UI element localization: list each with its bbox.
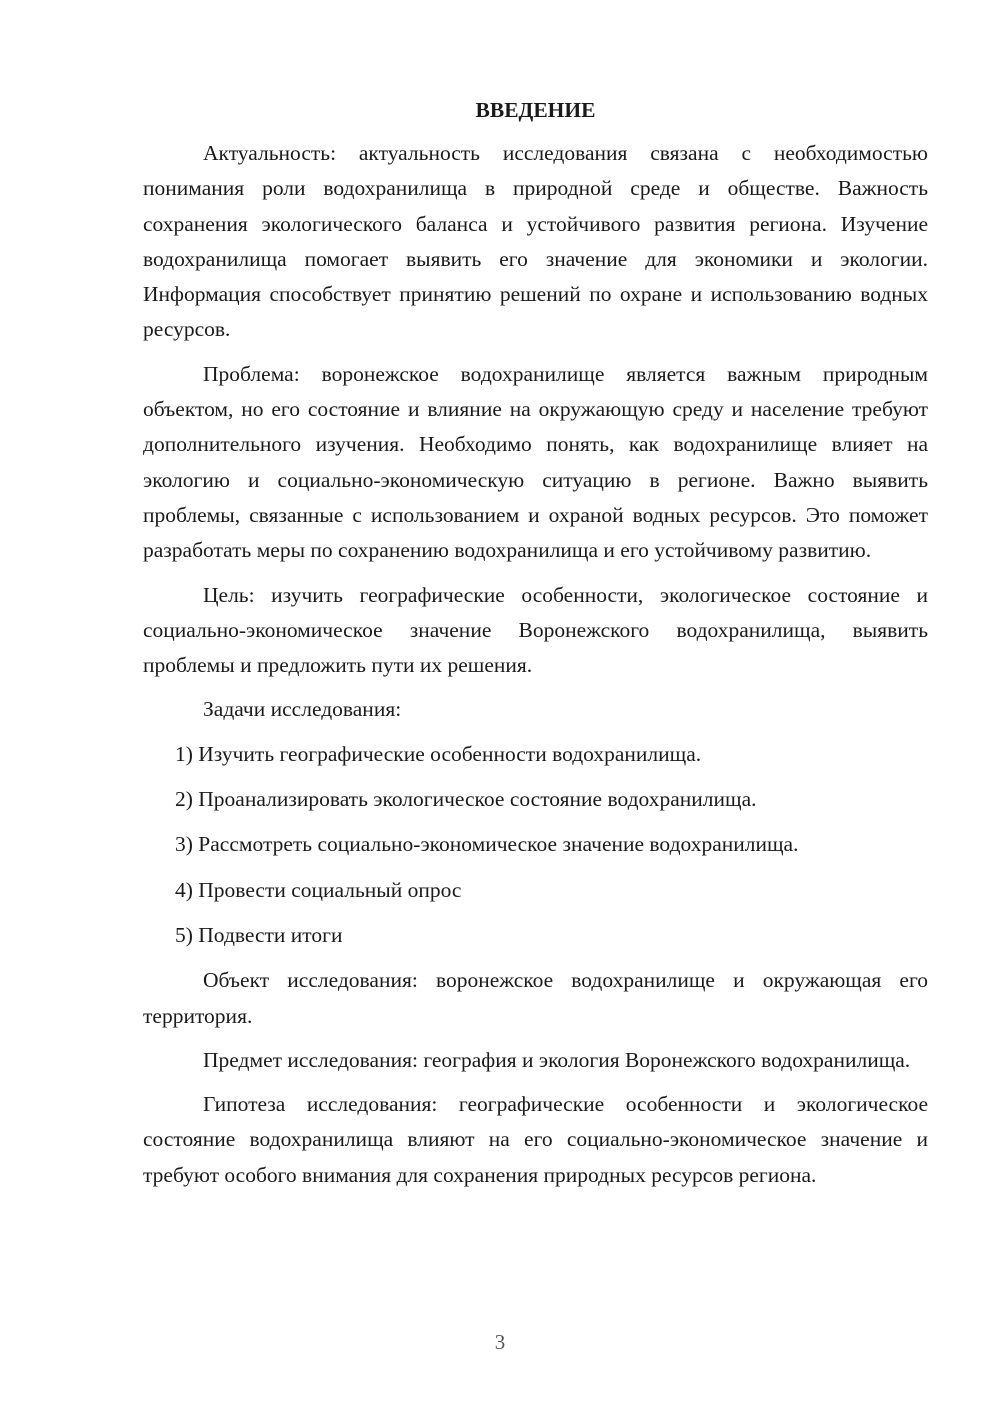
paragraph-goal: Цель: изучить географические особенности, экологическое состояние и социально-экономическое значение Воронежского водохранилища, выявить проблемы и предложить пути их решения.	[143, 582, 928, 678]
paragraph-problem: Проблема: воронежское водохранилище является важным природным объектом, но его состояние и влияние на окружающую среду и население требуют дополнительного изучения. Необходимо понять, как водохранилище влияет на экологию и социально-экономическую ситуацию в регионе. Важно выявить проблемы, связанные с использованием и охраной водных ресурсов. Это поможет разработать меры по сохранению водохранилища и его устойчивому развитию.	[143, 361, 928, 563]
page-number: 3	[494, 1330, 506, 1354]
paragraph-object: Объект исследования: воронежское водохранилище и окружающая его территория.	[143, 968, 928, 1028]
tasks-heading: Задачи исследования:	[203, 697, 402, 722]
list-item: 2) Проанализировать экологическое состояние водохранилища.	[175, 787, 757, 812]
list-item: 5) Подвести итоги	[175, 922, 343, 947]
paragraph-subject: Предмет исследования: география и экология Воронежского водохранилища.	[203, 1047, 911, 1072]
tasks-list	[143, 737, 928, 953]
document-page	[143, 92, 928, 1202]
document-title: ВВЕДЕНИЕ	[475, 98, 596, 122]
list-item: 1) Изучить географические особенности водохранилища.	[175, 741, 702, 766]
paragraph-relevance: Актуальность: актуальность исследования связана с необходимостью понимания роли водохранилища в природной среде и обществе. Важность сохранения экологического баланса и устойчивого развития региона. Изучение водохранилища помогает выявить его значение для экономики и экологии. Информация способствует принятию решений по охране и использованию водных ресурсов.	[143, 141, 928, 342]
paragraph-hypothesis: Гипотеза исследования: географические особенности и экологическое состояние водохранилища влияют на его социально-экономическое значение и требуют особого внимания для сохранения природных ресурсов региона.	[143, 1092, 928, 1187]
list-item: 3) Рассмотреть социально-экономическое значение водохранилища.	[175, 832, 799, 857]
list-item: 4) Провести социальный опрос	[175, 877, 462, 902]
